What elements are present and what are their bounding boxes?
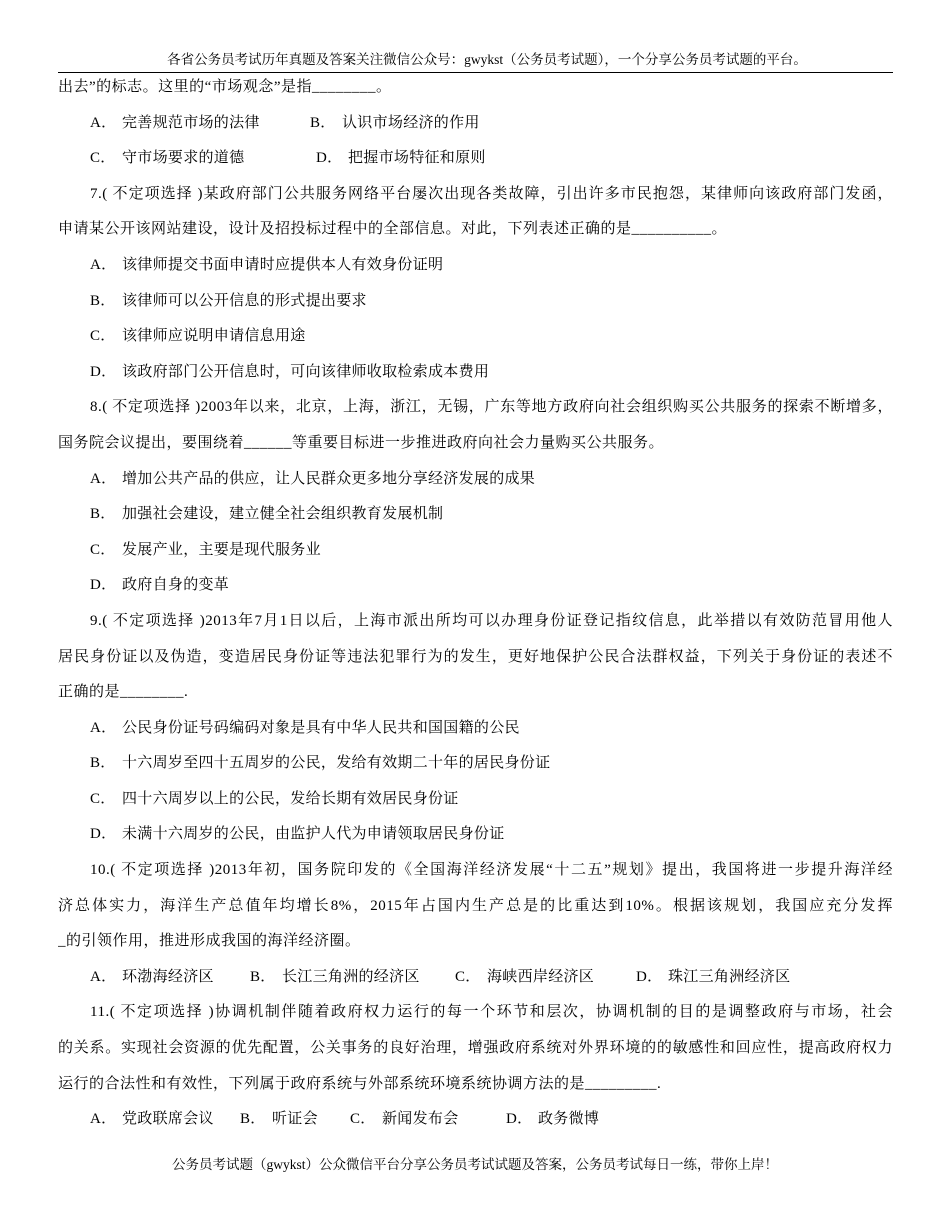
question-stem-line: 7.( 不定项选择 )某政府部门公共服务网络平台屡次出现各类故障，引出许多市民抱怨，某律师向该政府部门发函， [90,185,893,202]
option-text: 未满十六周岁的公民，由监护人代为申请领取居民身份证 [122,826,505,843]
options-row [58,355,893,391]
question-stem-line: 9.( 不定项选择 )2013年7月1日以后，上海市派出所均可以办理身份证登记指纹信息，此举措以有效防范冒用他人 [90,612,893,629]
option-text: 海峡西岸经济区 [487,968,595,985]
answer-option [455,960,594,996]
question-stem-line: 11.( 不定项选择 )协调机制伴随着政府权力运行的每一个环节和层次，协调机制的目的是调整政府与市场，社会 [90,1004,893,1021]
question-stem-line: 出去”的标志。这里的“市场观念”是指________。 [58,79,392,95]
answer-option [506,1102,599,1138]
answer-option [90,1102,214,1138]
option-text: 党政联席会议 [122,1111,214,1128]
option-text: 认识市场经济的作用 [342,114,480,131]
option-letter: A． [90,256,117,273]
question-8 [58,390,893,604]
answer-option [90,106,260,142]
answer-option [90,960,214,996]
answer-option [250,960,420,996]
option-text: 发展产业，主要是现代服务业 [122,541,321,558]
question-11 [58,995,893,1137]
question-stem-line: 正确的是________. [58,684,189,701]
options-row [58,817,893,853]
option-text: 该政府部门公开信息时，可向该律师收取检索成本费用 [122,363,490,380]
page-footer: 公务员考试题（gwykst）公众微信平台分享公务员考试试题及答案，公务员考试每日一练，带你上岸！ [171,1157,778,1172]
answer-option [310,106,480,142]
options-row [58,711,893,747]
question-stem-line: 济总体实力，海洋生产总值年均增长8%，2015年占国内生产总是的比重达到10%。根据该规划，我国应充分发挥 [58,897,893,914]
options-row [58,533,893,569]
option-text: 该律师可以公开信息的形式提出要求 [122,292,367,309]
option-letter: A． [90,968,117,985]
question-stem-line: 国务院会议提出，要围绕着______等重要目标进一步推进政府向社会力量购买公共服务。 [58,434,665,451]
answer-option [90,497,443,533]
answer-option [90,248,443,284]
options-row [58,568,893,604]
option-text: 珠江三角洲经济区 [668,968,791,985]
answer-option [90,355,489,391]
option-text: 政府自身的变革 [122,577,230,594]
option-letter: C． [350,1111,376,1128]
option-letter: A． [90,1111,117,1128]
option-letter: C． [90,541,116,558]
option-letter: D． [506,1111,533,1128]
answer-option [90,568,229,604]
option-letter: B． [90,506,116,523]
options-row [58,960,893,996]
option-text: 环渤海经济区 [122,968,214,985]
option-text: 守市场要求的道德 [122,150,245,167]
answer-option [90,284,367,320]
question-7 [58,177,893,391]
option-text: 增加公共产品的供应，让人民群众更多地分享经济发展的成果 [122,470,536,487]
options-row [58,284,893,320]
question-stem-line: 申请某公开该网站建设，设计及招投标过程中的全部信息。对此，下列表述正确的是__________。 [58,221,728,238]
option-text: 该律师应说明申请信息用途 [122,328,306,345]
options-row [58,746,893,782]
answer-option [90,462,535,498]
question-10 [58,853,893,995]
options-row [58,106,893,142]
option-letter: D． [316,150,343,167]
option-letter: A． [90,470,117,487]
options-row [58,141,893,177]
option-text: 政务微博 [538,1111,600,1128]
option-text: 完善规范市场的法律 [122,114,260,131]
option-letter: C． [90,328,116,345]
option-text: 听证会 [272,1111,318,1128]
question-stem-line: 居民身份证以及伪造，变造居民身份证等违法犯罪行为的发生，更好地保护公民合法群权益，下列关于身份证的表述不 [58,648,893,665]
option-text: 加强社会建设，建立健全社会组织教育发展机制 [122,506,444,523]
option-letter: D． [90,577,117,594]
option-text: 十六周岁至四十五周岁的公民，发给有效期二十年的居民身份证 [122,755,551,772]
options-row [58,319,893,355]
option-letter: A． [90,114,117,131]
answer-option [240,1102,318,1138]
option-text: 把握市场特征和原则 [348,150,486,167]
answer-option [90,782,459,818]
options-row [58,1102,893,1138]
options-row [58,782,893,818]
option-letter: D． [90,363,117,380]
option-text: 新闻发布会 [382,1111,459,1128]
option-letter: B． [250,968,276,985]
question-stem-line: 运行的合法性和有效性，下列属于政府系统与外部系统环境系统协调方法的是_________. [58,1075,662,1092]
option-letter: D． [90,826,117,843]
page-header: 各省公务员考试历年真题及答案关注微信公众号：gwykst（公务员考试题），一个分享公务员考试题的平台。 [167,52,807,67]
option-letter: A． [90,719,117,736]
answer-option [636,960,790,996]
option-letter: B． [310,114,336,131]
option-letter: C． [90,790,116,807]
answer-option [316,141,486,177]
options-row [58,497,893,533]
answer-option [350,1102,459,1138]
answer-option [90,319,306,355]
option-letter: B． [90,755,116,772]
question-list [58,70,893,1138]
options-row [58,462,893,498]
answer-option [90,817,505,853]
option-letter: C． [90,150,116,167]
option-letter: B． [240,1111,266,1128]
question-stem-line: 10.( 不定项选择 )2013年初，国务院印发的《全国海洋经济发展“十二五”规划》提出，我国将进一步提升海洋经 [90,862,893,879]
answer-option [90,141,244,177]
question-stem-line: _的引领作用，推进形成我国的海洋经济圈。 [58,933,361,950]
option-letter: C． [455,968,481,985]
option-letter: B． [90,292,116,309]
option-text: 长江三角洲的经济区 [282,968,420,985]
answer-option [90,746,550,782]
options-row [58,248,893,284]
question-stem-line: 的关系。实现社会资源的优先配置，公关事务的良好治理，增强政府系统对外界环境的的敏感性和回应性，提高政府权力 [58,1040,893,1057]
option-text: 四十六周岁以上的公民，发给长期有效居民身份证 [122,790,459,807]
answer-option [90,711,520,747]
question-9 [58,604,893,853]
question-continuation [58,70,893,177]
answer-option [90,533,321,569]
option-letter: D． [636,968,663,985]
option-text: 公民身份证号码编码对象是具有中华人民共和国国籍的公民 [122,719,520,736]
question-stem-line: 8.( 不定项选择 )2003年以来，北京，上海，浙江，无锡，广东等地方政府向社会组织购买公共服务的探索不断增多， [90,399,893,416]
option-text: 该律师提交书面申请时应提供本人有效身份证明 [122,256,444,273]
